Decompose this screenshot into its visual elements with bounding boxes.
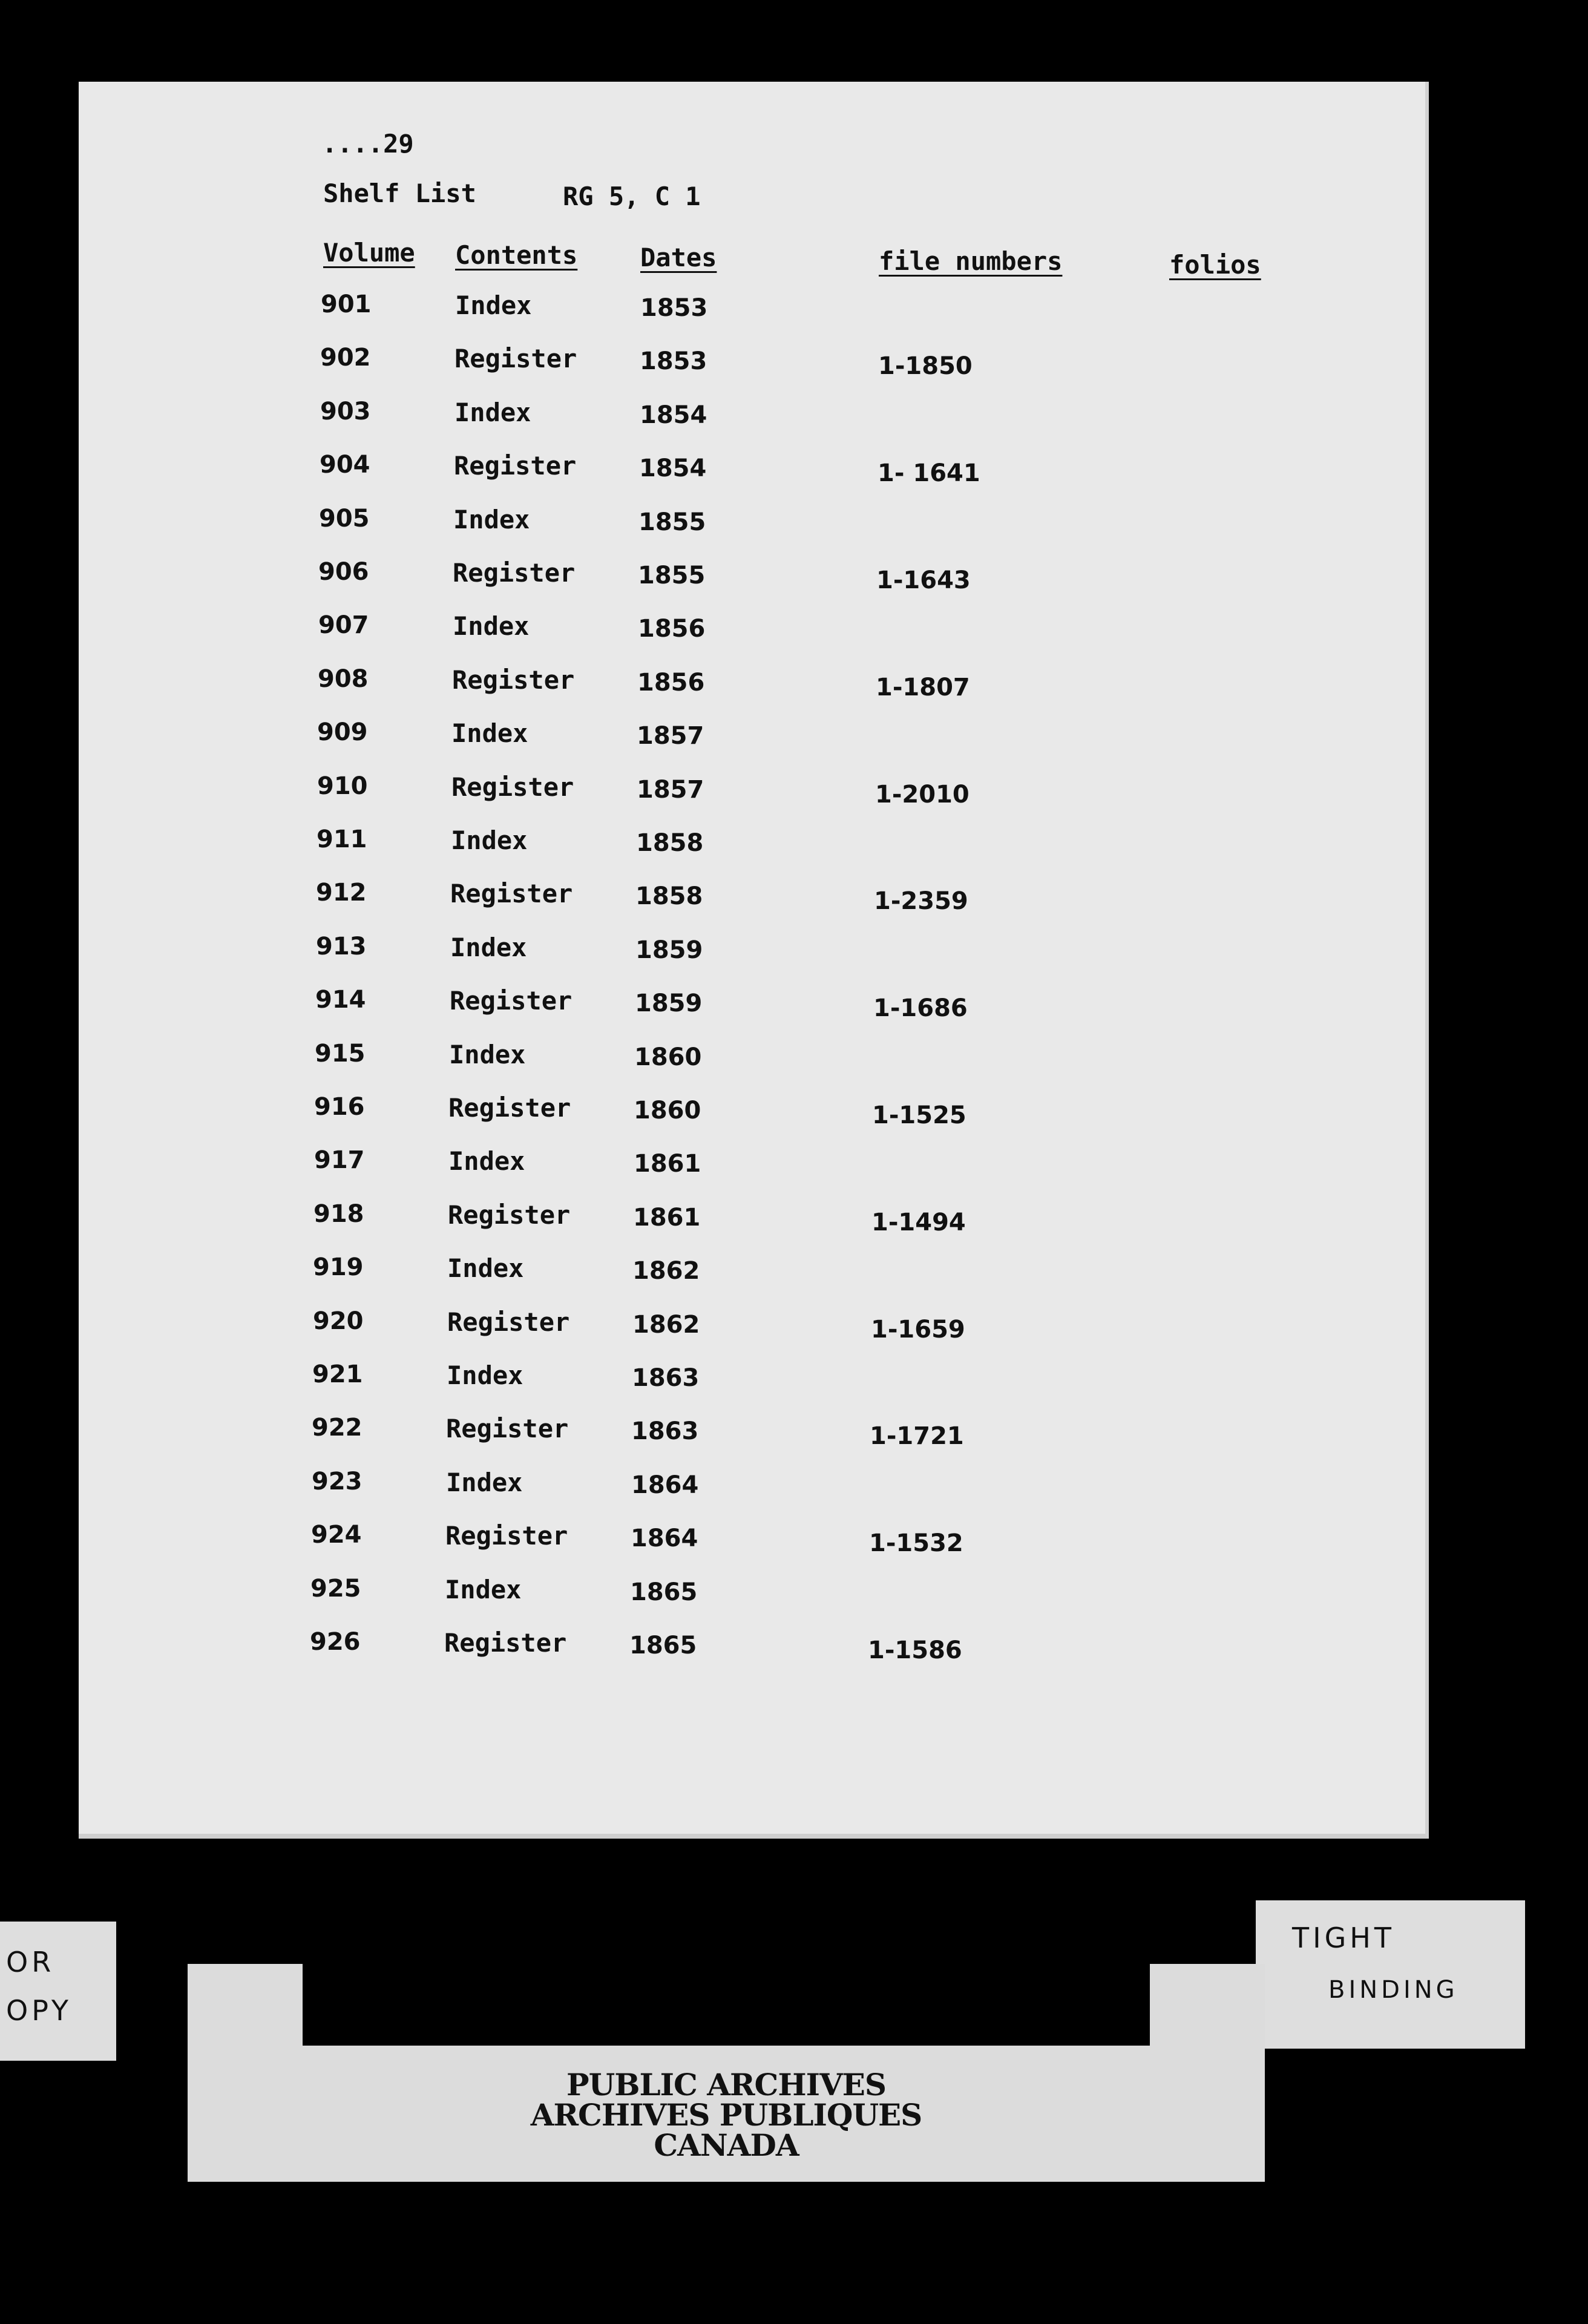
column-header-folios: folios — [1169, 250, 1261, 280]
table-row — [79, 665, 1425, 718]
list-title: Shelf List — [323, 179, 476, 208]
date-cell: 1856 — [637, 668, 705, 697]
contents-cell: Register — [445, 1521, 568, 1551]
contents-cell: Index — [451, 826, 528, 855]
table-row — [79, 772, 1425, 826]
file-numbers-cell: 1-1659 — [871, 1315, 965, 1344]
contents-cell: Index — [453, 504, 530, 534]
contents-cell: Index — [448, 1146, 525, 1177]
contents-cell: Index — [446, 1467, 523, 1497]
file-numbers-cell: 1-1686 — [873, 994, 968, 1023]
table-row — [79, 451, 1425, 504]
contents-cell: Index — [453, 611, 530, 642]
contents-cell: Register — [450, 879, 573, 909]
date-cell: 1861 — [634, 1150, 701, 1178]
column-header-volume: Volume — [323, 238, 415, 268]
volume-cell: 905 — [319, 504, 370, 533]
table-row — [79, 505, 1425, 558]
stamp-frame-opening — [303, 1964, 1150, 2046]
contents-cell: Register — [446, 1414, 569, 1444]
table-row — [79, 879, 1425, 932]
contents-cell: Register — [454, 344, 577, 374]
table-row — [79, 611, 1425, 665]
file-numbers-cell: 1-1494 — [871, 1208, 966, 1236]
volume-cell: 907 — [318, 611, 369, 640]
contents-cell: Index — [445, 1574, 522, 1604]
right-note-line-2: BINDING — [1328, 1976, 1458, 2004]
table-row — [79, 986, 1425, 1039]
volume-cell: 923 — [312, 1467, 363, 1495]
volume-cell: 922 — [312, 1414, 363, 1442]
record-group: RG 5, C 1 — [563, 182, 701, 211]
volume-cell: 914 — [315, 986, 366, 1014]
table-row — [79, 826, 1425, 879]
volume-cell: 912 — [316, 879, 367, 907]
table-row — [79, 290, 1425, 344]
volume-cell: 903 — [320, 397, 371, 425]
contents-cell: Register — [454, 451, 577, 481]
table-row — [79, 1628, 1425, 1681]
volume-cell: 925 — [310, 1574, 361, 1603]
table-row — [79, 558, 1425, 611]
contents-cell: Index — [450, 932, 527, 962]
table-row — [79, 718, 1425, 772]
contents-cell: Register — [444, 1628, 567, 1658]
date-cell: 1865 — [629, 1632, 697, 1659]
table-row — [79, 1307, 1425, 1361]
file-numbers-cell: 1-2010 — [875, 780, 970, 809]
table-row — [79, 1414, 1425, 1467]
table-row — [79, 1468, 1425, 1521]
date-cell: 1859 — [635, 990, 703, 1018]
left-handwritten-note — [0, 1922, 116, 2061]
table-row — [79, 1575, 1425, 1628]
stamp-line-1: PUBLIC ARCHIVES — [566, 2067, 886, 2102]
table-row — [79, 1093, 1425, 1146]
column-header-contents: Contents — [455, 240, 578, 270]
date-cell: 1864 — [631, 1525, 698, 1553]
contents-cell: Register — [448, 1093, 571, 1123]
volume-cell: 916 — [314, 1093, 365, 1121]
column-header-file-numbers: file numbers — [879, 246, 1063, 276]
date-cell: 1854 — [639, 455, 707, 483]
document-page — [79, 82, 1429, 1839]
contents-cell: Register — [448, 1200, 571, 1230]
table-row — [79, 1200, 1425, 1253]
file-numbers-cell: 1-1721 — [870, 1422, 964, 1451]
date-cell: 1858 — [636, 829, 704, 857]
date-cell: 1860 — [634, 1043, 702, 1071]
file-numbers-cell: 1- 1641 — [878, 459, 980, 488]
date-cell: 1862 — [632, 1310, 700, 1339]
date-cell: 1857 — [637, 722, 704, 750]
contents-cell: Register — [450, 986, 573, 1016]
stamp-line-2: ARCHIVES PUBLIQUES — [530, 2097, 922, 2133]
date-cell: 1862 — [632, 1257, 700, 1285]
archive-stamp-frame — [188, 1964, 1265, 2182]
date-cell: 1858 — [635, 882, 703, 911]
table-row — [79, 1253, 1425, 1307]
table-row — [79, 1361, 1425, 1414]
table-row — [79, 398, 1425, 451]
volume-cell: 918 — [313, 1200, 364, 1228]
file-numbers-cell: 1-1525 — [872, 1101, 966, 1129]
date-cell: 1853 — [640, 294, 708, 322]
left-note-line-2: OPY — [6, 1994, 73, 2027]
date-cell: 1861 — [633, 1203, 701, 1232]
date-cell: 1853 — [640, 347, 707, 376]
volume-cell: 909 — [317, 718, 368, 747]
date-cell: 1857 — [637, 775, 704, 804]
volume-cell: 910 — [317, 772, 368, 800]
file-numbers-cell: 1-1807 — [876, 673, 970, 701]
date-cell: 1854 — [640, 401, 707, 429]
table-row — [79, 1521, 1425, 1574]
date-cell: 1865 — [630, 1578, 698, 1606]
volume-cell: 917 — [314, 1146, 365, 1175]
volume-cell: 908 — [318, 665, 369, 693]
file-numbers-cell: 1-1850 — [878, 352, 973, 381]
file-numbers-cell: 1-2359 — [874, 887, 968, 916]
contents-cell: Index — [454, 397, 531, 427]
right-handwritten-note — [1256, 1900, 1525, 2049]
volume-cell: 911 — [317, 826, 367, 853]
page-number: ....29 — [322, 129, 414, 159]
date-cell: 1855 — [638, 562, 706, 589]
table-row — [79, 1040, 1425, 1093]
volume-cell: 921 — [312, 1361, 363, 1388]
date-cell: 1860 — [634, 1097, 701, 1124]
right-note-line-1: TIGHT — [1292, 1922, 1395, 1954]
contents-cell: Register — [447, 1307, 570, 1337]
file-numbers-cell: 1-1532 — [869, 1529, 963, 1558]
contents-cell: Index — [455, 290, 532, 320]
contents-cell: Register — [452, 665, 575, 695]
file-numbers-cell: 1-1586 — [868, 1636, 962, 1664]
date-cell: 1863 — [632, 1364, 700, 1392]
volume-cell: 904 — [320, 451, 370, 479]
contents-cell: Index — [447, 1361, 523, 1390]
contents-cell: Register — [451, 772, 574, 802]
contents-cell: Index — [451, 718, 528, 749]
contents-cell: Index — [449, 1039, 526, 1069]
volume-cell: 901 — [321, 290, 372, 318]
table-row — [79, 344, 1425, 397]
table-row — [79, 933, 1425, 986]
volume-cell: 906 — [318, 558, 369, 586]
table-row — [79, 1146, 1425, 1200]
volume-cell: 913 — [316, 932, 367, 960]
volume-cell: 919 — [313, 1253, 364, 1282]
stamp-line-3: CANADA — [654, 2127, 799, 2163]
contents-cell: Register — [453, 558, 576, 588]
date-cell: 1864 — [631, 1471, 699, 1499]
left-note-line-1: OR — [6, 1946, 55, 1978]
date-cell: 1863 — [631, 1417, 699, 1446]
column-header-dates: Dates — [640, 243, 717, 272]
volume-cell: 915 — [315, 1039, 366, 1068]
date-cell: 1859 — [635, 936, 703, 964]
contents-cell: Index — [447, 1253, 524, 1284]
file-numbers-cell: 1-1643 — [876, 566, 971, 594]
date-cell: 1856 — [638, 615, 706, 643]
volume-cell: 926 — [310, 1628, 361, 1656]
date-cell: 1855 — [638, 508, 706, 536]
volume-cell: 902 — [320, 344, 371, 372]
volume-cell: 924 — [311, 1521, 362, 1549]
volume-cell: 920 — [313, 1307, 364, 1335]
